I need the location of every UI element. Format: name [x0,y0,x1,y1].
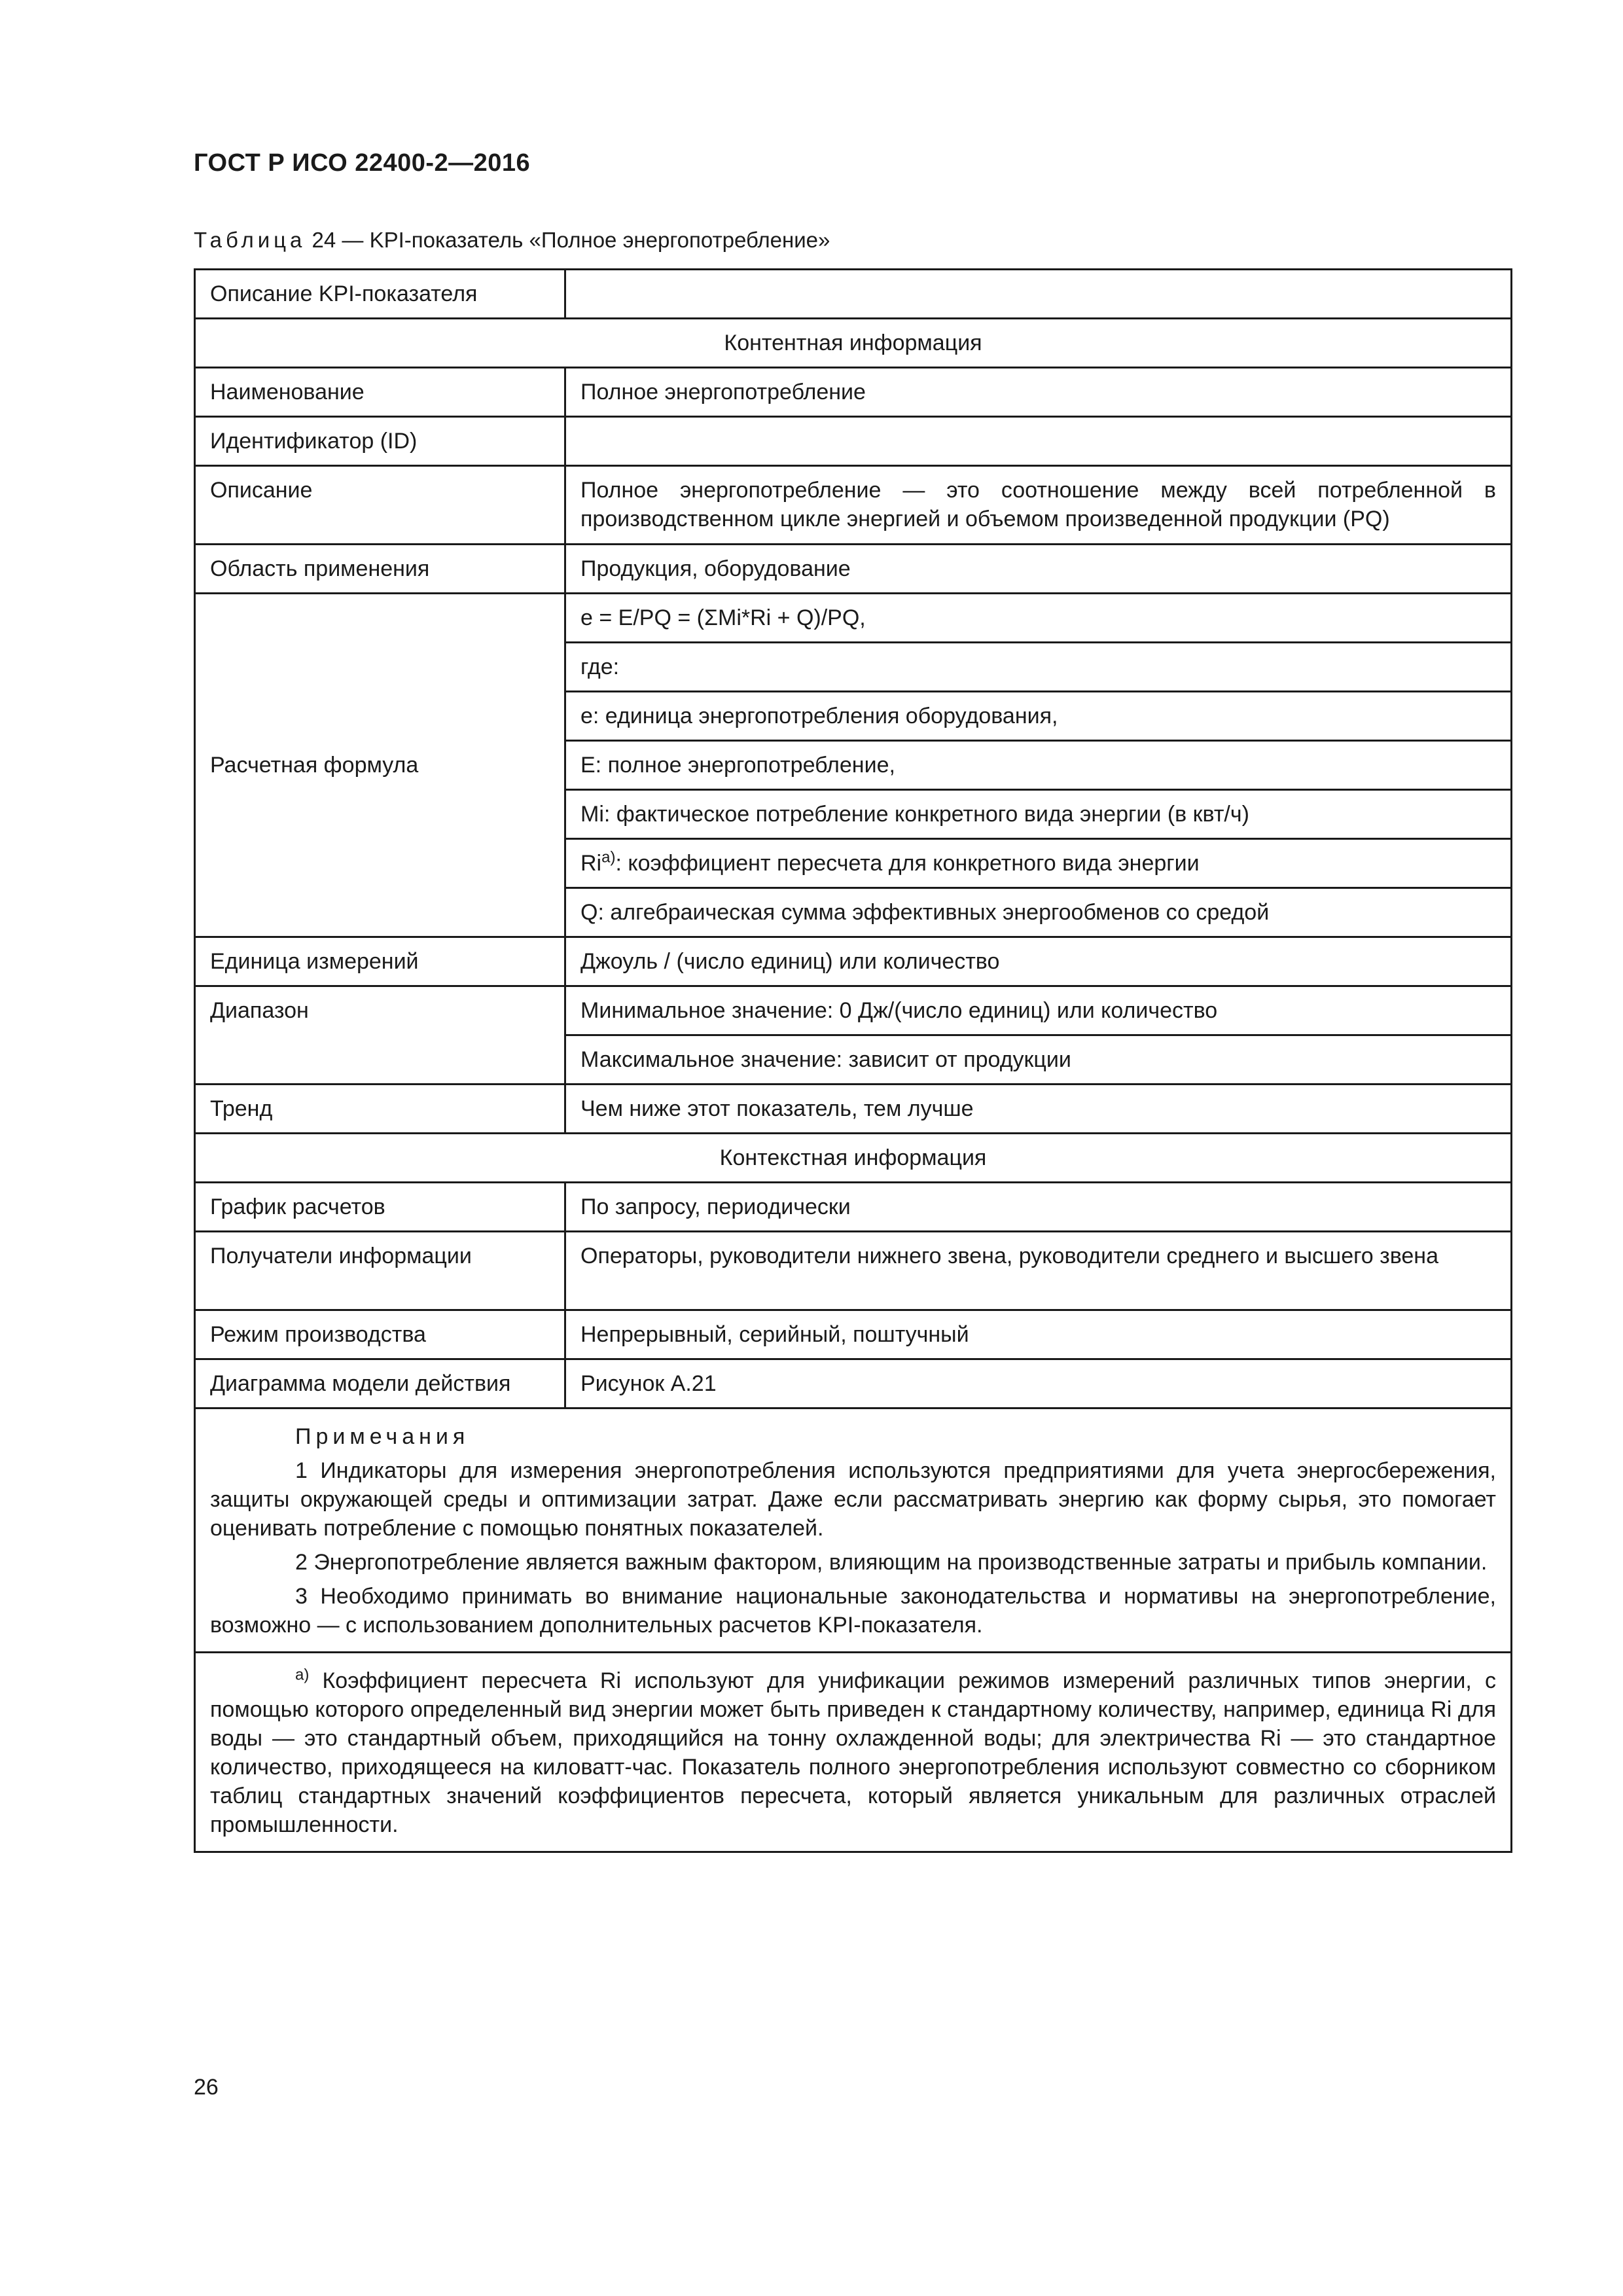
table-cell-value: Продукция, оборудование [565,545,1512,594]
table-row [195,1183,1512,1232]
table-cell-label: Диапазон [195,986,565,1085]
table-row [195,417,1512,466]
table-cell-value: Рисунок А.21 [565,1359,1512,1408]
table-caption [194,228,830,253]
table-cell-value: Максимальное значение: зависит от продукции [565,1035,1512,1085]
table-row [195,368,1512,417]
table-cell-value [565,270,1512,319]
table-cell-label: Область применения [195,545,565,594]
table-row [195,1653,1512,1852]
table-cell-label: График расчетов [195,1183,565,1232]
formula-line: e = E/PQ = (ΣMi*Ri + Q)/PQ, [565,594,1512,643]
notes-title: Примечания [295,1424,470,1449]
footnote-cell [195,1653,1512,1852]
table-cell-label: Описание [195,466,565,545]
table-cell-value: Полное энергопотребление — это соотношение между всей потребленной в производственном цикле энергией и объемом произведенной продукции (PQ) [565,466,1512,545]
note-3: 3 Необходимо принимать во внимание национальные законодательства и нормативы на энергопотребление, возможно — с использованием дополнительных расчетов KPI-показателя. [210,1584,1496,1638]
formula-line: Mi: фактическое потребление конкретного вида энергии (в квт/ч) [565,790,1512,839]
formula-symbol: Ri [580,851,602,876]
caption-word: Таблица [194,228,306,252]
formula-line: e: единица энергопотребления оборудования, [565,692,1512,741]
kpi-table [194,268,1512,1853]
footnote-marker: a) [295,1666,310,1684]
formula-line: E: полное энергопотребление, [565,741,1512,790]
table-cell-label: Тренд [195,1085,565,1134]
table-cell-label: Наименование [195,368,565,417]
table-cell-value: Джоуль / (число единиц) или количество [565,937,1512,986]
table-cell-value: Полное энергопотребление [565,368,1512,417]
section-header-content: Контентная информация [195,319,1512,368]
table-row [195,1359,1512,1408]
table-cell-label: Получатели информации [195,1232,565,1310]
table-cell-value [565,417,1512,466]
table-row [195,937,1512,986]
footnote-ref: a) [601,848,616,867]
table-cell-value: Минимальное значение: 0 Дж/(число единиц) или количество [565,986,1512,1035]
table-row [195,1408,1512,1653]
table-row [195,270,1512,319]
table-cell-value: Чем ниже этот показатель, тем лучше [565,1085,1512,1134]
footnote [210,1666,1496,1839]
table-cell-value: Непрерывный, серийный, поштучный [565,1310,1512,1359]
formula-label: Расчетная формула [195,594,565,937]
caption-title: 24 — KPI-показатель «Полное энергопотребление» [306,228,830,252]
section-header-context: Контекстная информация [195,1134,1512,1183]
table-row [195,1085,1512,1134]
table-row [195,545,1512,594]
table-row [195,466,1512,545]
table-cell-value: По запросу, периодически [565,1183,1512,1232]
table-row [195,1134,1512,1183]
notes-cell [195,1408,1512,1653]
table-row [195,986,1512,1035]
table-cell-label: Диаграмма модели действия [195,1359,565,1408]
page-number: 26 [194,2075,219,2100]
table-row [195,594,1512,643]
note-1: 1 Индикаторы для измерения энергопотребления используются предприятиями для учета энергосбережения, защиты окружающей среды и оптимизации затрат. Даже если рассматривать энергию как форму сырья, это помогает оценивать потребление с помощью понятных показателей. [210,1458,1496,1541]
table-row [195,1310,1512,1359]
table-cell-label: Идентификатор (ID) [195,417,565,466]
table-cell-label: Единица измерений [195,937,565,986]
document-header: ГОСТ Р ИСО 22400-2—2016 [194,149,531,177]
footnote-text: Коэффициент пересчета Ri используют для унификации режимов измерений различных типов энергии, с помощью которого определенный вид энергии может быть приведен к стандартному количеству, например, единица Ri для воды — это стандартный объем, приходящийся на тонну охлажденной воды; для электричества Ri — это стандартное количество, приходящееся на киловатт-час. Показатель полного энергопотребления используют совместно со сборником таблиц стандартных значений коэффициентов пересчета, который является уникальным для различных отраслей промышленности. [210,1668,1496,1837]
formula-line [565,839,1512,888]
formula-text: : коэффициент пересчета для конкретного вида энергии [615,851,1200,876]
table-row [195,319,1512,368]
formula-line: Q: алгебраическая сумма эффективных энергообменов со средой [565,888,1512,937]
table-cell-label: Режим производства [195,1310,565,1359]
table-row [195,1232,1512,1310]
formula-line: где: [565,643,1512,692]
table-cell-value: Операторы, руководители нижнего звена, руководители среднего и высшего звена [565,1232,1512,1310]
note-2: 2 Энергопотребление является важным фактором, влияющим на производственные затраты и прибыль компании. [295,1550,1488,1575]
table-cell-label: Описание KPI-показателя [195,270,565,319]
